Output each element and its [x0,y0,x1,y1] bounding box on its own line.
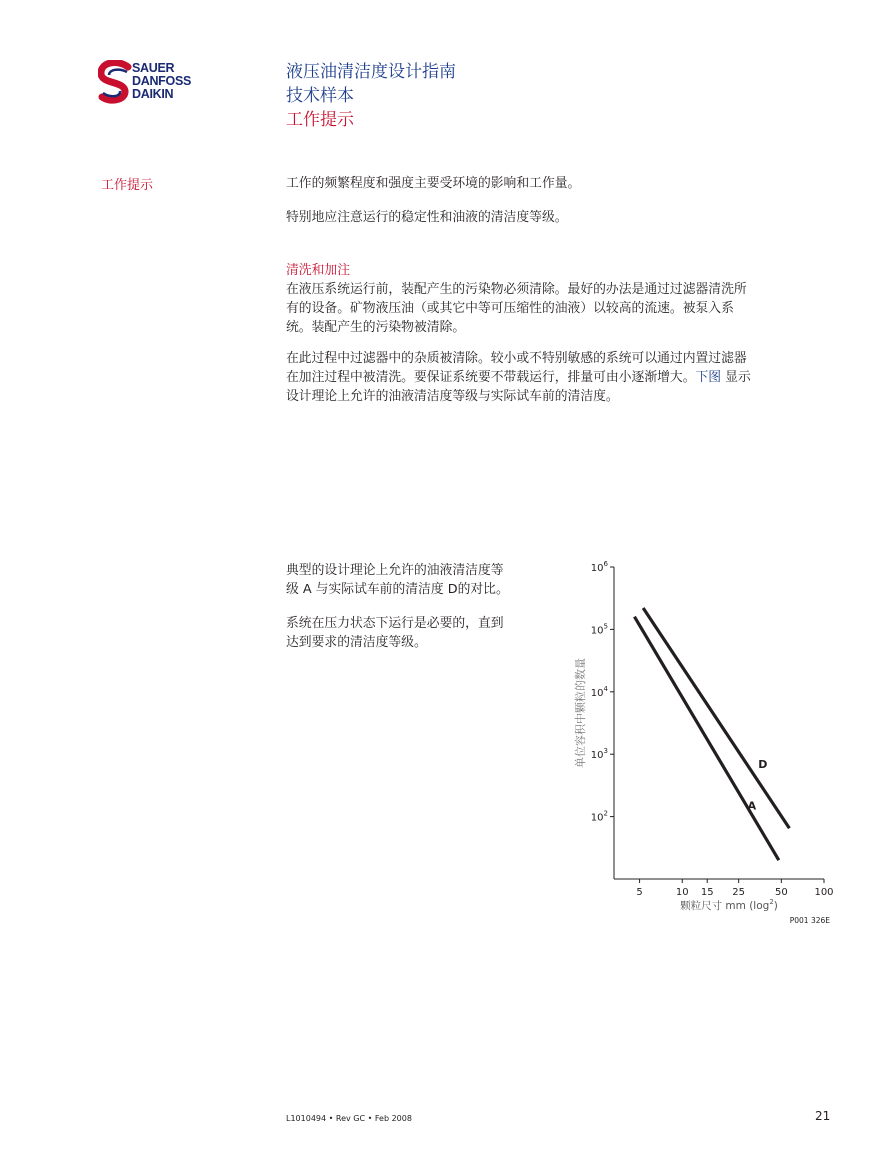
cleaning-line: 统。装配产生的污染物被清除。 [286,320,466,335]
x-axis-label-text: 颗粒尺寸 mm (log [680,900,770,912]
y-tick-exponent: 3 [603,747,608,756]
y-tick-base: 10 [590,563,604,574]
cleaning-line-text: 在加注过程中被清洗。要保证系统要不带载运行，排量可由小逐渐增大。 [286,370,696,385]
series-line-d [643,608,789,828]
page-number: 21 [815,1109,831,1123]
y-tick-exponent: 5 [603,622,608,631]
intro-paragraph-1: 工作的频繁程度和强度主要受环境的影响和工作量。 [286,176,581,191]
caption-line: 系统在压力状态下运行是必要的，直到 [286,616,504,631]
intro-paragraph-2: 特别地应注意运行的稳定性和油液的清洁度等级。 [286,210,568,225]
document-subtitle: 技术样本 [286,86,354,106]
caption-line: 级 A 与实际试车前的清洁度 D的对比。 [286,582,509,597]
footer-document-ref: L1010494 • Rev GC • Feb 2008 [286,1114,412,1123]
logo-line-2: DANFOSS [132,74,192,88]
series-label-a: A [747,799,757,813]
logo-mark-icon [98,60,132,106]
side-section-label: 工作提示 [101,178,154,193]
cleaning-heading: 清洗和加注 [286,263,350,278]
caption-line: 典型的设计理论上允许的油液清洁度等 [286,563,504,578]
y-tick-exponent: 2 [603,809,608,818]
cleaning-line: 设计理论上允许的油液清洁度等级与实际试车前的清洁度。 [286,389,619,404]
x-tick-label: 100 [814,887,834,898]
series-label-d: D [758,758,768,772]
x-tick-label: 25 [732,887,746,898]
cleaning-line-tail: 显示 [721,370,751,385]
caption-line: 达到要求的清洁度等级。 [286,635,427,650]
x-tick-label: 5 [636,887,643,898]
y-tick-label [591,810,608,824]
document-title: 液压油清洁度设计指南 [286,62,456,82]
logo-line-3: DAIKIN [132,87,174,101]
y-tick-base: 10 [590,750,604,762]
y-tick-label [591,560,609,574]
cleaning-section [286,261,826,337]
y-tick-label [591,685,609,699]
section-title: 工作提示 [286,110,354,130]
figure-code: P001 326E [789,916,830,925]
page-header [286,60,456,132]
y-tick-label [591,622,608,636]
figure-link[interactable]: 下图 [695,370,722,385]
cleaning-paragraph-2 [286,349,826,406]
cleaning-line [286,368,826,387]
cleaning-line: 有的设备。矿物液压油（或其它中等可压缩性的油液）以较高的流速。被泵入系 [286,301,734,316]
logo-line-1: SAUER [132,61,175,75]
x-axis-label-end: ) [773,900,778,912]
logo-wordmark [132,62,191,101]
company-logo [98,60,208,108]
y-tick-base: 10 [590,687,604,699]
y-tick-label [591,747,608,761]
series-line-a [634,617,778,861]
cleaning-line: 在此过程中过滤器中的杂质被清除。较小或不特别敏感的系统可以通过内置过滤器 [286,351,747,366]
x-tick-label: 10 [675,887,689,898]
cleaning-line: 在液压系统运行前，装配产生的污染物必须清除。最好的办法是通过过滤器清洗所 [286,282,747,297]
chart-caption [286,561,542,652]
y-tick-base: 10 [590,625,604,637]
x-tick-label: 15 [700,887,714,898]
x-axis-label [680,898,778,912]
x-axis-label-superscript: 2 [769,898,774,906]
cleanliness-chart [560,555,850,935]
y-tick-exponent: 6 [603,560,608,568]
y-axis-label: 单位容积中颗粒的数量 [574,658,587,768]
y-tick-base: 10 [590,812,604,824]
x-tick-label: 50 [774,887,788,898]
y-tick-exponent: 4 [603,684,608,693]
